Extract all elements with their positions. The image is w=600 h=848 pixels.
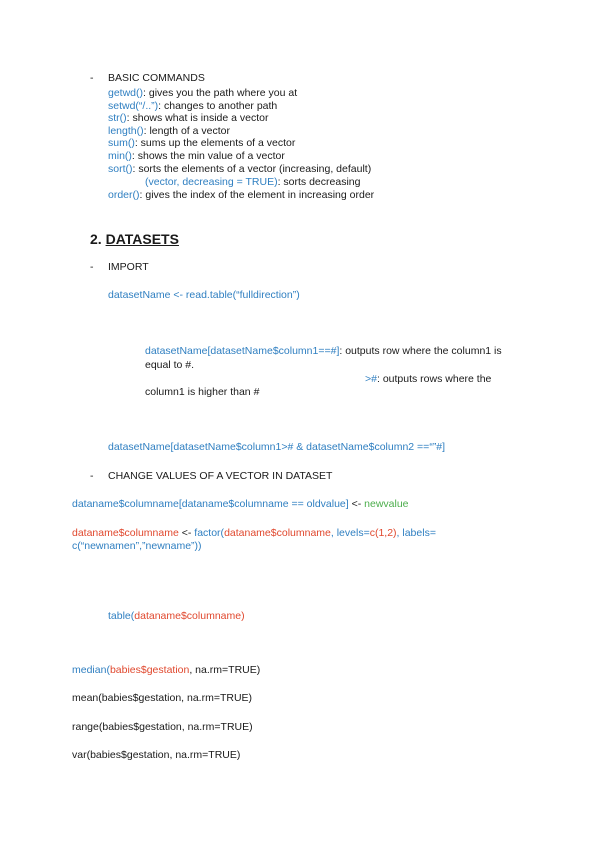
command-code: sort() [108, 163, 133, 175]
command-desc: : length of a vector [143, 125, 230, 137]
bullet-dash: - [90, 72, 94, 84]
command-desc: : gives you the path where you at [143, 87, 298, 99]
command-line-str [108, 112, 268, 125]
command-code: str() [108, 112, 127, 124]
filter-code: ># [365, 373, 377, 385]
code-filter-multiple: datasetName[datasetName$column1># & datasetName$column2 ==“”#] [108, 441, 446, 453]
code-range: range(babies$gestation, na.rm=TRUE) [72, 721, 253, 733]
code-var: var(babies$gestation, na.rm=TRUE) [72, 749, 241, 761]
code-read-table: datasetName <- read.table(“fulldirection”) [108, 289, 300, 301]
code-table [108, 610, 245, 623]
section-heading-datasets [90, 230, 179, 248]
code-segment: median( [72, 664, 110, 676]
code-segment: dataname$columname[dataname$columname == oldvalue] [72, 498, 349, 510]
command-code: length() [108, 125, 144, 137]
command-line-sort [108, 163, 371, 176]
code-segment: c(1,2) [369, 527, 397, 539]
filter-desc: : outputs row where the column1 is [339, 345, 502, 357]
command-line-order [108, 189, 374, 202]
code-segment: , labels= [396, 527, 436, 539]
filter-code: datasetName[datasetName$column1==#] [145, 345, 340, 357]
filter-line-1 [145, 345, 502, 358]
section-number: 2. [90, 231, 102, 247]
subsection-title-change-values: CHANGE VALUES OF A VECTOR IN DATASET [108, 470, 333, 482]
bullet-dash: - [90, 261, 94, 273]
filter-line-1-cont: equal to #. [145, 359, 195, 371]
filter-line-2-cont: column1 is higher than # [145, 386, 260, 398]
command-desc: : shows what is inside a vector [126, 112, 269, 124]
command-desc: : shows the min value of a vector [131, 150, 285, 162]
section-title: DATASETS [105, 231, 179, 247]
code-segment: , na.rm=TRUE) [189, 664, 261, 676]
code-replace-value [72, 498, 409, 511]
command-code: sum() [108, 137, 135, 149]
command-line-sort-decreasing [145, 176, 360, 189]
command-desc: : gives the index of the element in increasing order [139, 189, 375, 201]
code-segment: dataname$columname [134, 610, 242, 622]
command-desc: : sorts decreasing [277, 176, 361, 188]
filter-line-2 [365, 373, 491, 386]
code-segment: , levels= [330, 527, 370, 539]
code-segment: babies$gestation [109, 664, 190, 676]
code-segment: factor( [194, 527, 225, 539]
command-code: setwd(“/..”) [108, 100, 159, 112]
command-line-sum [108, 137, 295, 150]
code-segment: ) [241, 610, 245, 622]
command-desc: : sums up the elements of a vector [134, 137, 296, 149]
code-median [72, 664, 260, 677]
code-segment: table( [108, 610, 135, 622]
command-code: order() [108, 189, 140, 201]
filter-desc: : outputs rows where the [376, 373, 492, 385]
code-segment: <- [178, 527, 195, 539]
command-code: getwd() [108, 87, 144, 99]
section-title-basic-commands: BASIC COMMANDS [108, 72, 205, 84]
subsection-title-import: IMPORT [108, 261, 149, 273]
code-segment: <- [348, 498, 365, 510]
code-segment: dataname$columname [72, 527, 179, 539]
command-line-getwd [108, 87, 297, 100]
command-desc: : sorts the elements of a vector (increasing, default) [132, 163, 372, 175]
code-segment: dataname$columname [224, 527, 331, 539]
code-factor [72, 527, 472, 553]
command-desc: : changes to another path [158, 100, 278, 112]
code-mean: mean(babies$gestation, na.rm=TRUE) [72, 692, 253, 704]
command-code: min() [108, 150, 132, 162]
command-code: (vector, decreasing = TRUE) [145, 176, 278, 188]
code-segment: c(“newnamen”,”newname”)) [72, 540, 202, 552]
bullet-dash: - [90, 470, 94, 482]
code-segment: newvalue [364, 498, 409, 510]
command-line-min [108, 150, 285, 163]
